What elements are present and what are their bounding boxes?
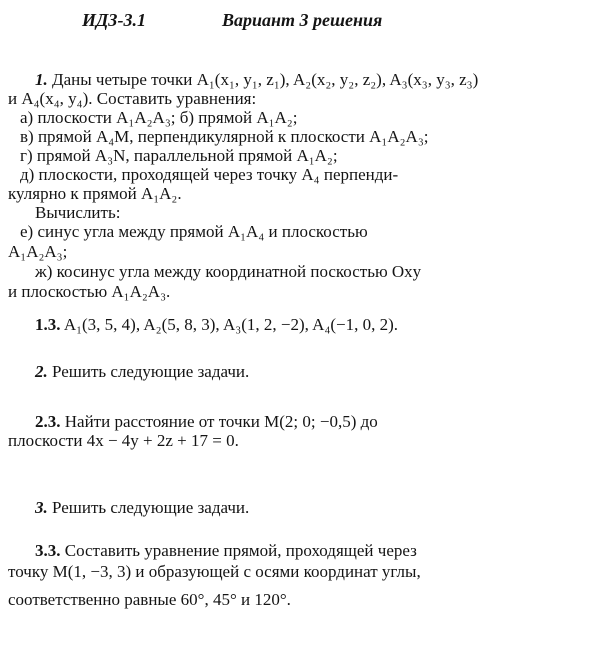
task-3-number: 3. xyxy=(35,498,48,517)
task-1-line-4: в) прямой A₄M, перпендикулярной к плоскости A₁A₂A₃; xyxy=(20,127,429,146)
task-1-line-7: кулярно к прямой A₁A₂. xyxy=(8,184,182,203)
task-2-number: 2. xyxy=(35,362,48,381)
variant-3-3-line-2: точку M(1, −3, 3) и образующей с осями координат углы, xyxy=(8,562,421,581)
task-3-text: Решить следующие задачи. xyxy=(52,498,250,517)
variant-1-3-number: 1.3. xyxy=(35,315,61,334)
task-1-line-2: и A₄(x₄, y₄). Составить уравнения: xyxy=(8,89,257,108)
variant-2-3-line-1: 2.3. Найти расстояние от точки M(2; 0; −0,5) до xyxy=(35,412,378,431)
task-2-text: Решить следующие задачи. xyxy=(52,362,250,381)
task-1-line-6: д) плоскости, проходящей через точку A₄ перпенди- xyxy=(20,165,399,184)
task-1-line-8: Вычислить: xyxy=(35,203,121,222)
task-1-number: 1. xyxy=(35,70,48,89)
task-1-line-1: 1. Даны четыре точки A₁(x₁, y₁, z₁), A₂(x₂, y₂, z₂), A₃(x₃, y₃, z₃) xyxy=(35,70,479,89)
variant-2-3-line-2: плоскости 4x − 4y + 2z + 17 = 0. xyxy=(8,431,239,450)
task-3 xyxy=(35,498,249,517)
header-title: ИДЗ-3.1 xyxy=(82,10,146,30)
variant-3-3-line-3: соответственно равные 60°, 45° и 120°. xyxy=(8,590,291,609)
variant-3-3-line-1: 3.3. Составить уравнение прямой, проходящей через xyxy=(35,541,417,560)
variant-2-3-number: 2.3. xyxy=(35,412,61,431)
task-1-line-12: и плоскостью A₁A₂A₃. xyxy=(8,282,171,301)
variant-3-3-number: 3.3. xyxy=(35,541,61,560)
variant-1-3 xyxy=(35,315,398,334)
variant-1-3-text: A₁(3, 5, 4), A₂(5, 8, 3), A₃(1, 2, −2), A₄(−1, 0, 2). xyxy=(63,315,399,334)
task-1-line-5: г) прямой A₃N, параллельной прямой A₁A₂; xyxy=(20,146,338,165)
task-1-line-10: A₁A₂A₃; xyxy=(8,242,68,261)
task-1-line-9: е) синус угла между прямой A₁A₄ и плоскостью xyxy=(20,222,368,241)
task-1-line-11: ж) косинус угла между координатной поскостью Oxy xyxy=(35,262,422,281)
task-2 xyxy=(35,362,249,381)
header-variant: Вариант 3 решения xyxy=(222,10,383,30)
task-1-line-3: а) плоскости A₁A₂A₃; б) прямой A₁A₂; xyxy=(20,108,298,127)
